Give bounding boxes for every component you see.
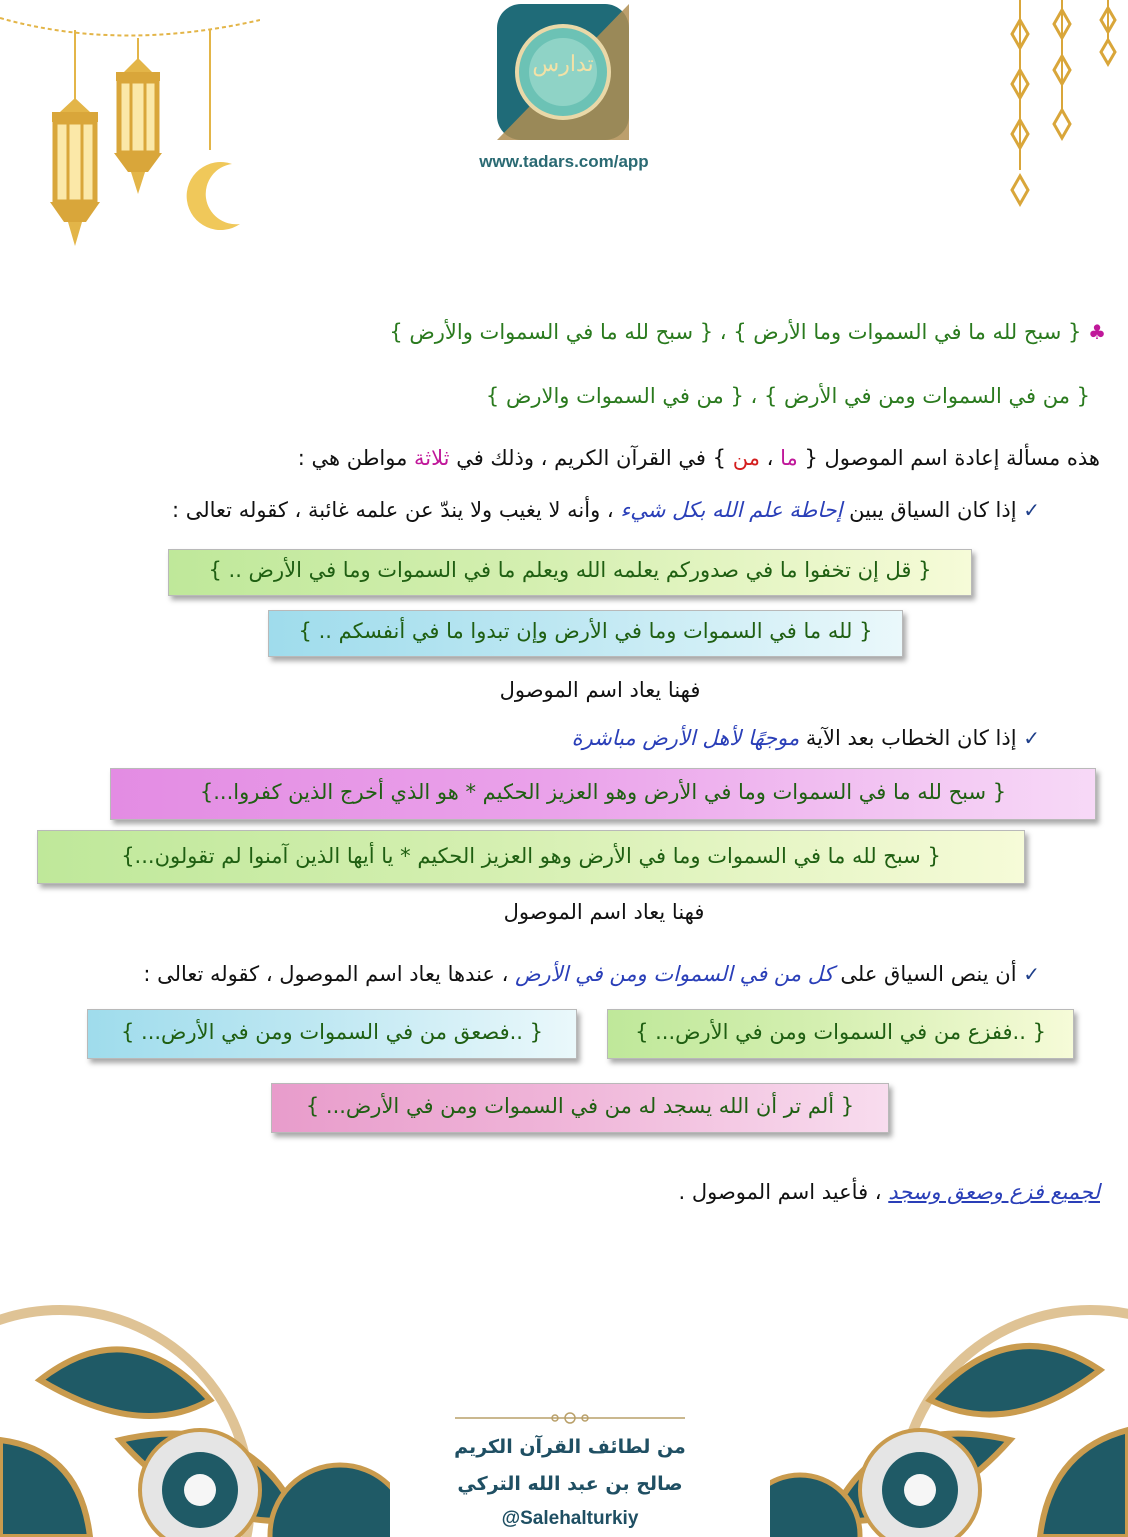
checkmark-icon: ✓ [1023,726,1040,750]
conclusion-2: فهنا يعاد اسم الموصول [503,900,705,924]
app-logo[interactable] [495,2,631,142]
intro-sep: ، [766,446,774,470]
point-1-text-b: ، وأنه لا يغيب ولا يندّ عن علمه غائبة ، كقوله تعالى : [172,498,614,522]
lantern-icon [114,58,162,194]
point-2-text-a: إذا كان الخطاب بعد الآية [805,726,1017,750]
footer-handle[interactable]: @Salehalturkiy [501,1508,639,1529]
app-url-link[interactable]: www.tadars.com/app [479,152,649,171]
floral-ornament-right [770,1290,1128,1537]
footer-divider [455,1408,685,1428]
point-3-emphasis: كل من في السموات ومن في الأرض [515,962,834,986]
point-3-text-a: أن ينص السياق على [840,962,1017,986]
floral-ornament-left [0,1290,390,1537]
intro-text-c: مواطن هي : [297,446,408,470]
checkmark-icon: ✓ [1023,962,1040,986]
logo-text: تدارس [532,52,594,77]
hanging-ornaments-decoration [990,0,1128,220]
verse-line-2: { من في السموات ومن في الأرض } ، { من في السموات والارض } [485,384,1090,408]
point-1-text-a: إذا كان السياق يبين [849,498,1017,522]
crescent-moon-icon [187,162,240,230]
verse-box-1: { قل إن تخفوا ما في صدوركم يعلمه الله ويعلم ما في السموات وما في الأرض .. } [168,549,972,596]
intro-text-b: } في القرآن الكريم ، وذلك في [456,446,727,470]
club-icon: ♣ [1088,320,1106,344]
lantern-icon [50,98,100,246]
point-3 [20,962,1040,986]
point-3-text-b: ، عندها يعاد اسم الموصول ، كقوله تعالى : [143,962,509,986]
verse-box-3: { سبح لله ما في السموات وما في الأرض وهو العزيز الحكيم * هو الذي أخرج الذين كفروا...} [110,768,1096,820]
intro-text-a: هذه مسألة إعادة اسم الموصول { [804,446,1100,470]
final-emphasis: لجميع فزع وصعق وسجد [888,1180,1100,1204]
point-1-emphasis: إحاطة علم الله بكل شيء [620,498,843,522]
point-2 [340,726,1040,750]
verse-line-1-text: { سبح لله ما في السموات وما الأرض } ، { سبح لله ما في السموات والأرض } [389,320,1082,344]
point-2-emphasis: موجهًا لأهل الأرض مباشرة [571,726,800,750]
intro-paragraph [40,446,1100,470]
conclusion-1: فهنا يعاد اسم الموصول [499,678,701,702]
point-1 [20,498,1040,522]
final-sentence [500,1180,1100,1204]
verse-line-1 [206,320,1106,344]
final-text: ، فأعيد اسم الموصول . [678,1180,882,1204]
verse-box-2: { لله ما في السموات وما في الأرض وإن تبدوا ما في أنفسكم .. } [268,610,903,657]
verse-box-6: { ..فصعق من في السموات ومن في الأرض... } [87,1009,577,1059]
checkmark-icon: ✓ [1023,498,1040,522]
intro-three: ثلاثة [414,446,450,470]
verse-box-4: { سبح لله ما في السموات وما في الأرض وهو العزيز الحكيم * يا أيها الذين آمنوا لم تقولون...} [37,830,1025,884]
intro-man: من [732,446,760,470]
verse-box-7: { ألم تر أن الله يسجد له من في السموات ومن في الأرض... } [271,1083,889,1133]
footer-title: من لطائف القرآن الكريم [454,1436,686,1458]
lanterns-decoration [0,0,260,260]
footer-author: صالح بن عبد الله التركي [457,1473,683,1495]
intro-ma: ما [780,446,798,470]
verse-box-5: { ..ففزع من في السموات ومن في الأرض... } [607,1009,1074,1059]
